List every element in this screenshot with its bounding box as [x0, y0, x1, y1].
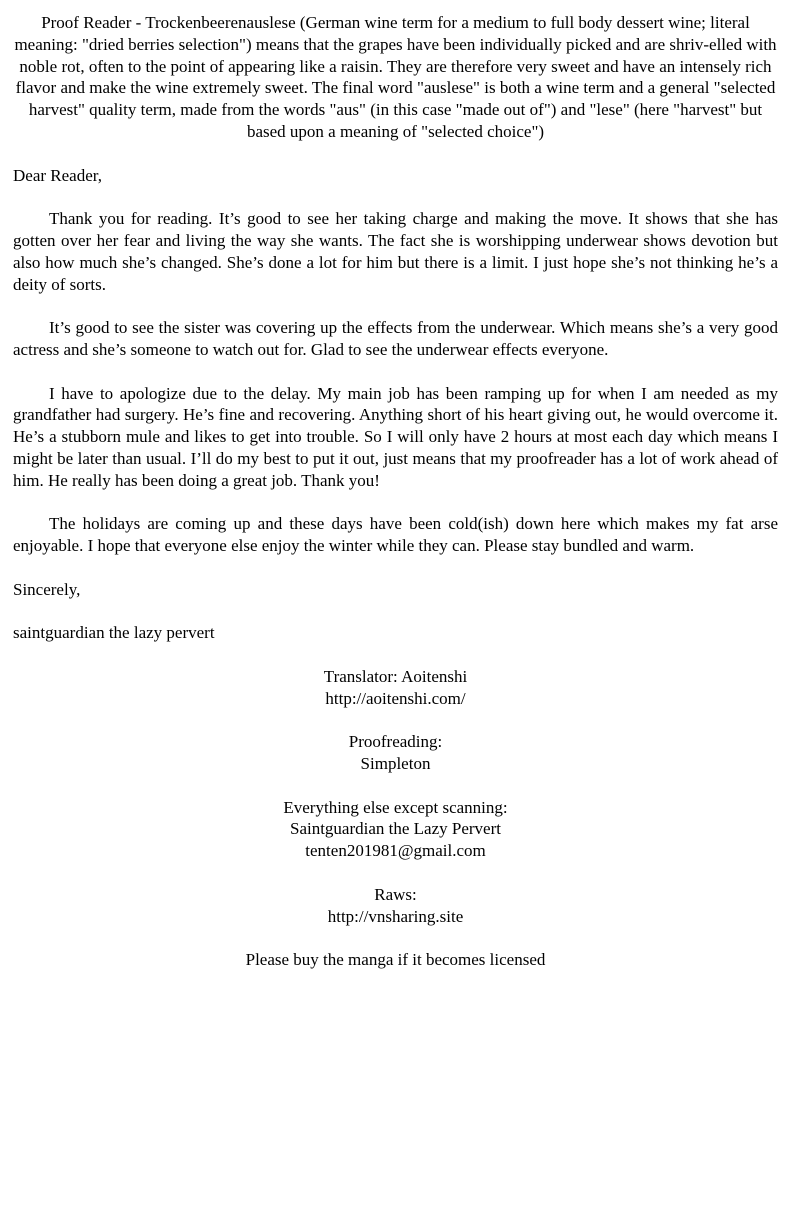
raws-label: Raws: — [374, 884, 417, 904]
everything-else-name: Saintguardian the Lazy Pervert — [289, 819, 501, 839]
salutation: Dear Reader, — [13, 165, 102, 185]
glossary-note — [13, 12, 778, 143]
signature: saintguardian the lazy pervert — [13, 623, 215, 643]
document-page — [13, 12, 778, 971]
spacer — [13, 295, 778, 317]
spacer — [13, 557, 778, 579]
spacer — [13, 644, 778, 666]
spacer — [13, 862, 778, 884]
glossary-label: Proof Reader — [41, 13, 132, 32]
raws-credit — [13, 884, 778, 928]
glossary-separator: - — [131, 13, 146, 32]
letter-paragraph-1: Thank you for reading. It’s good to see her taking charge and making the move. It shows that she has gotten over her fear and living the way she wants. The fact she is worshipping underwear shows devotion but also how much she’s changed. She’s done a lot for him but there is a limit. I just hope she’s not thinking he’s a deity of sorts. — [13, 209, 778, 294]
spacer — [13, 710, 778, 732]
proofreading-credit — [13, 731, 778, 775]
closing: Sincerely, — [13, 579, 81, 599]
everything-else-label: Everything else except scanning: — [283, 797, 508, 817]
spacer — [13, 143, 778, 165]
translator-url[interactable]: http://aoitenshi.com/ — [325, 688, 466, 708]
spacer — [13, 186, 778, 208]
letter-paragraph-2: It’s good to see the sister was covering up the effects from the underwear. Which means she’s a very good actress and she’s someone to watch out for. Glad to see the underwear effects everyone. — [13, 318, 778, 359]
glossary-definition: Trockenbeerenauslese (German wine term for a medium to full body dessert wine; literal meaning: "dried berries selection") means that the grapes have been individually picked and are shriv-elled with noble rot, often to the point of appearing like a raisin. They are therefore very sweet and have an intensely rich flavor and make the wine extremely sweet. The final word "auslese" is both a wine term and a general "selected harvest" quality term, made from the words "aus" (in this case "made out of") and "lese" (here "harvest" but based upon a meaning of "selected choice") — [14, 13, 777, 141]
raws-url[interactable]: http://vnsharing.site — [327, 906, 464, 926]
translator-credit — [13, 666, 778, 710]
proofreading-label: Proofreading: — [348, 732, 443, 752]
credits-section — [13, 666, 778, 971]
letter-paragraph-4: The holidays are coming up and these days have been cold(ish) down here which makes my fat arse enjoyable. I hope that everyone else enjoy the winter while they can. Please stay bundled and warm. — [13, 514, 778, 556]
proofreading-name: Simpleton — [360, 754, 431, 774]
everything-else-credit — [13, 797, 778, 862]
letter-paragraph-3: I have to apologize due to the delay. My main job has been ramping up for when I am needed as my grandfather had surgery. He’s fine and recovering. Anything short of his heart giving out, he would overcome it. He’s a stubborn mule and likes to get into trouble. So I will only have 2 hours at most each day which means I might be later than usual. I’ll do my best to put it out, just means that my proofreader has a lot of work ahead of him. He really has been doing a great job. Thank you! — [13, 383, 778, 490]
spacer — [13, 775, 778, 797]
contact-email[interactable]: tenten201981@gmail.com — [305, 841, 486, 861]
translator-label: Translator: Aoitenshi — [323, 666, 468, 686]
spacer — [13, 927, 778, 949]
license-notice: Please buy the manga if it becomes licensed — [245, 950, 546, 970]
spacer — [13, 492, 778, 514]
spacer — [13, 361, 778, 383]
spacer — [13, 601, 778, 623]
